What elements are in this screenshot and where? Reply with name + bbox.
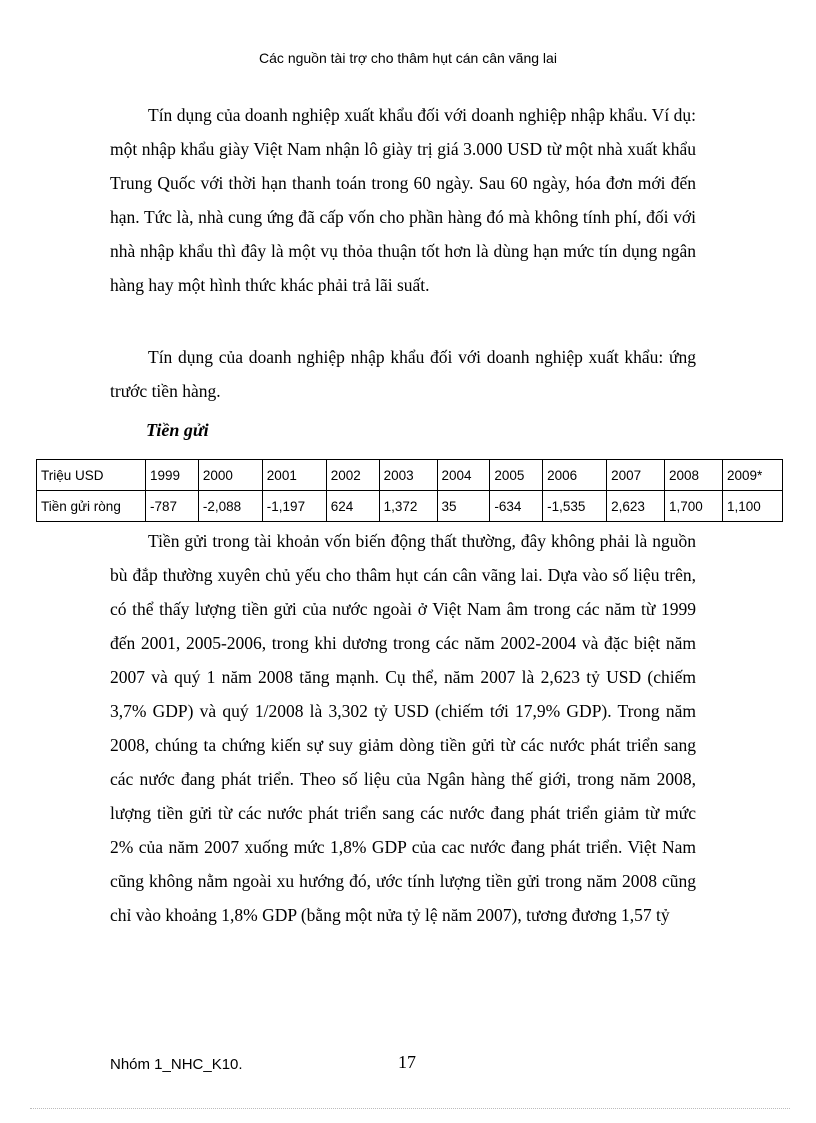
table-row-label: Tiền gửi ròng (37, 491, 146, 522)
table-header-label: Triệu USD (37, 460, 146, 491)
page-number: 17 (398, 1052, 416, 1072)
page-divider (30, 1108, 790, 1109)
table-year-cell: 2004 (437, 460, 490, 491)
footer-group-name: Nhóm 1_NHC_K10. (110, 1056, 243, 1073)
section-title: Tiền gửi (146, 420, 209, 440)
table-value-cell: -2,088 (198, 491, 262, 522)
table-value-cell: 624 (326, 491, 379, 522)
table-value-cell: -787 (146, 491, 199, 522)
table-value-cell: 1,700 (665, 491, 723, 522)
table-year-cell: 2003 (379, 460, 437, 491)
paragraph-text: Tiền gửi trong tài khoản vốn biến động thất thường, đây không phải là nguồn bù đắp thường xuyên chủ yếu cho thâm hụt cán cân vãng lai. Dựa vào số liệu trên, có thể thấy lượng tiền gửi của nước ngoài ở Việt Nam âm trong các năm từ 1999 đến 2001, 2005-2006, trong khi dương trong các năm 2002-2004 và đặc biệt năm 2007 và quý 1 năm 2008 tăng mạnh. Cụ thể, năm 2007 là 2,623 tỷ USD (chiếm 3,7% GDP) và quý 1/2008 là 3,302 tỷ USD (chiếm tới 17,9% GDP). Trong năm 2008, chúng ta chứng kiến sự suy giảm dòng tiền gửi từ các nước phát triển sang các nước đang phát triển. Theo số liệu của Ngân hàng thế giới, trong năm 2008, lượng tiền gửi từ các nước phát triển sang các nước đang phát triển giảm từ mức 2% của năm 2007 xuống mức 1,8% GDP của cac nước đang phát triển. Việt Nam cũng không nằm ngoài xu hướng đó, ước tính lượng tiền gửi trong năm 2008 cũng chỉ vào khoảng 1,8% GDP (bằng một nửa tỷ lệ năm 2007), tương đương 1,57 tỷ (110, 531, 696, 925)
table-year-cell: 2001 (262, 460, 326, 491)
table-value-cell: -1,535 (543, 491, 607, 522)
table-value-cell: -634 (490, 491, 543, 522)
table-year-cell: 2008 (665, 460, 723, 491)
table-row (37, 491, 783, 522)
deposits-table (36, 459, 783, 522)
table-header-row (37, 460, 783, 491)
paragraph-exporter-credit (110, 98, 696, 302)
table-year-cell: 2005 (490, 460, 543, 491)
table-year-cell: 2006 (543, 460, 607, 491)
table-year-cell: 1999 (146, 460, 199, 491)
page-header: Các nguồn tài trợ cho thâm hụt cán cân vãng lai (259, 50, 557, 66)
paragraph-text: Tín dụng của doanh nghiệp xuất khẩu đối với doanh nghiệp nhập khẩu. Ví dụ: một nhập khẩu giày Việt Nam nhận lô giày trị giá 3.000 USD từ một nhà xuất khẩu Trung Quốc với thời hạn thanh toán trong 60 ngày. Sau 60 ngày, hóa đơn mới đến hạn. Tức là, nhà cung ứng đã cấp vốn cho phần hàng đó mà không tính phí, đối với nhà nhập khẩu thì đây là một vụ thỏa thuận tốt hơn là dùng hạn mức tín dụng ngân hàng hay một hình thức khác phải trả lãi suất. (110, 105, 696, 295)
paragraph-deposits-analysis (110, 524, 696, 932)
table-value-cell: 1,372 (379, 491, 437, 522)
paragraph-importer-credit (110, 340, 696, 408)
table-year-cell: 2007 (607, 460, 665, 491)
table-value-cell: -1,197 (262, 491, 326, 522)
table-year-cell: 2000 (198, 460, 262, 491)
paragraph-text: Tín dụng của doanh nghiệp nhập khẩu đối với doanh nghiệp xuất khẩu: ứng trước tiền hàng. (110, 347, 696, 401)
table-value-cell: 35 (437, 491, 490, 522)
table-year-cell: 2009* (722, 460, 782, 491)
table-value-cell: 1,100 (722, 491, 782, 522)
table-year-cell: 2002 (326, 460, 379, 491)
table-value-cell: 2,623 (607, 491, 665, 522)
